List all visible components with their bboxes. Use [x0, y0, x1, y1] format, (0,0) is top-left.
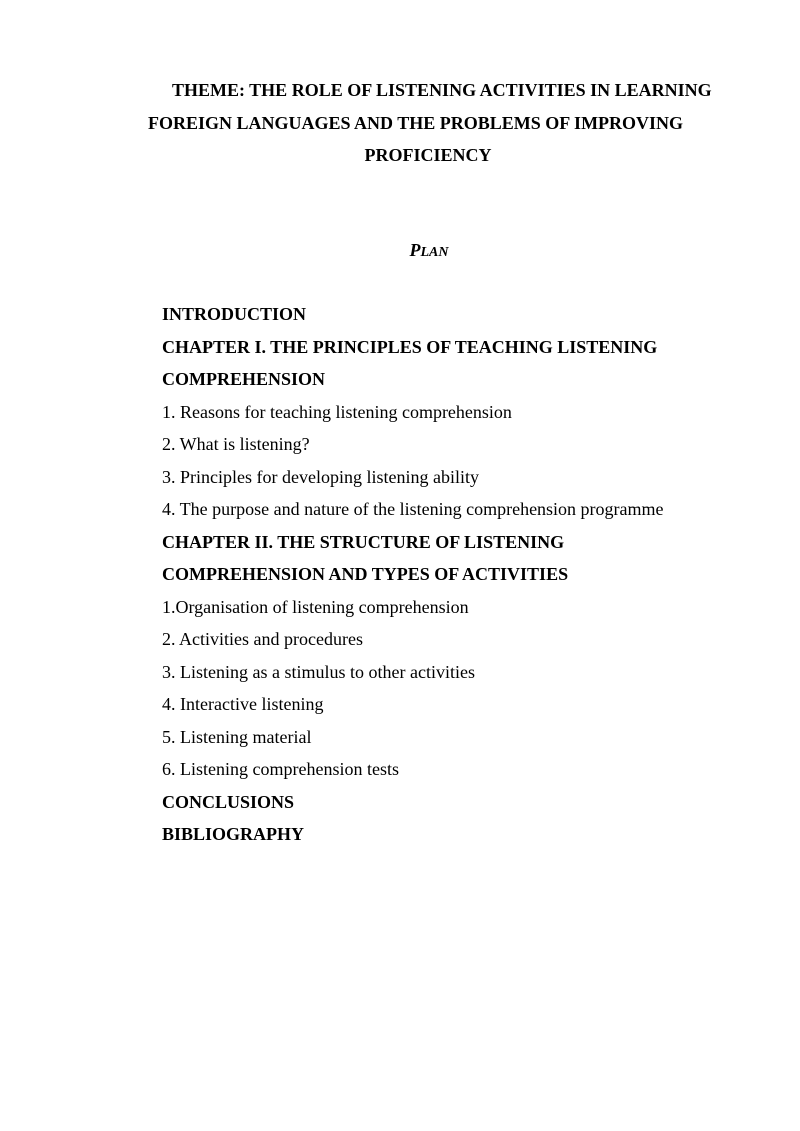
toc-chapter-2-title-line-2: COMPREHENSION AND TYPES OF ACTIVITIES [162, 564, 569, 584]
theme-title-line-2: FOREIGN LANGUAGES AND THE PROBLEMS OF IMPROVING [148, 112, 684, 133]
toc-chapter-1-item: 3. Principles for developing listening ability [162, 466, 479, 487]
plan-heading [0, 238, 800, 265]
theme-title-line-1: THEME: THE ROLE OF LISTENING ACTIVITIES IN LEARNING [172, 80, 712, 100]
theme-title [148, 74, 748, 172]
toc-chapter-2-item: 1.Organisation of listening comprehension [162, 596, 469, 617]
plan-heading-rest: LAN [420, 245, 449, 260]
toc-chapter-2-item: 2. Activities and procedures [162, 629, 363, 649]
toc-chapter-2-item: 4. Interactive listening [162, 694, 324, 714]
toc-chapter-1-title-line-2: COMPREHENSION [162, 369, 326, 389]
toc-conclusions: CONCLUSIONS [162, 791, 295, 812]
theme-title-line-3: PROFICIENCY [364, 145, 492, 165]
toc-chapter-2-item: 6. Listening comprehension tests [162, 759, 399, 779]
toc-chapter-1-item: 2. What is listening? [162, 434, 310, 454]
plan-heading-initial: P [409, 240, 421, 260]
toc-chapter-1-item: 1. Reasons for teaching listening comprehension [162, 401, 512, 422]
toc-chapter-2-item: 3. Listening as a stimulus to other activities [162, 661, 475, 682]
toc-chapter-2-title-line-1: CHAPTER II. THE STRUCTURE OF LISTENING [162, 531, 565, 552]
table-of-contents [162, 298, 762, 851]
toc-chapter-1-item: 4. The purpose and nature of the listening comprehension programme [162, 499, 664, 519]
toc-bibliography: BIBLIOGRAPHY [162, 824, 305, 844]
toc-chapter-1-title-line-1: CHAPTER I. THE PRINCIPLES OF TEACHING LISTENING [162, 336, 658, 357]
toc-chapter-2-item: 5. Listening material [162, 726, 312, 747]
toc-introduction: INTRODUCTION [162, 304, 307, 324]
